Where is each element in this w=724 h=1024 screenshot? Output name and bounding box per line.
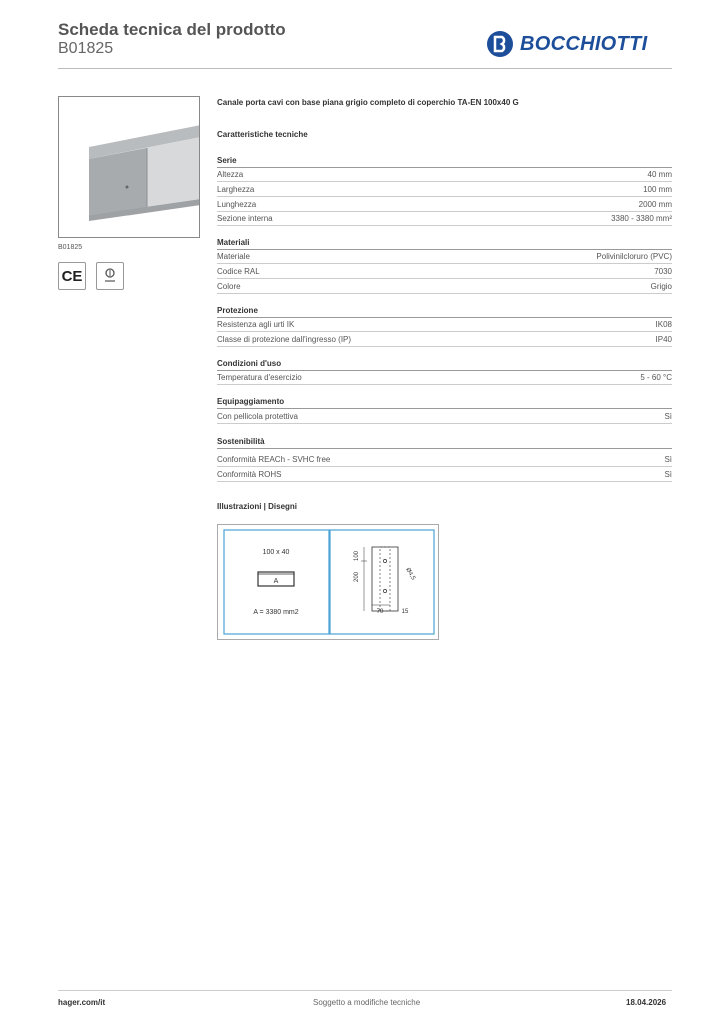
footer-date: 18.04.2026 [626,998,667,1007]
footer-note: Soggetto a modifiche tecniche [313,998,421,1007]
spec-row-larghezza: Larghezza 100 mm [217,183,672,197]
section-dimension-label: 100 x 40 [262,549,290,556]
section-sostenibilita: Sostenibilità [217,437,672,449]
area-symbol: A [273,578,279,585]
spec-row-temperatura: Temperatura d'esercizio 5 - 60 °C [217,371,672,385]
spec-row-ik: Resistenza agli urti IK IK08 [217,318,672,332]
section-materiali: Materiali [217,238,672,250]
section-serie: Serie [217,156,672,168]
drawings-title: Illustrazioni | Disegni [217,502,298,511]
product-code: B01825 [58,40,114,57]
spec-row-ral: Codice RAL 7030 [217,265,672,279]
section-equipaggiamento: Equipaggiamento [217,397,672,409]
spec-row-ip: Classe di protezione dall'ingresso (IP) IP40 [217,333,672,347]
spec-row-materiale: Materiale Polivinilcloruro (PVC) [217,250,672,264]
spec-row-lunghezza: Lunghezza 2000 mm [217,198,672,212]
technical-drawings [217,524,439,640]
ce-mark-icon: CE [58,262,86,290]
spec-row-pellicola: Con pellicola protettiva Sì [217,410,672,424]
footer-site[interactable]: hager.com/it [58,998,106,1007]
image-caption: B01825 [58,244,83,251]
dim-15: 15 [401,609,409,615]
spec-row-altezza: Altezza 40 mm [217,168,672,182]
header-divider [58,68,672,69]
specs-heading: Caratteristiche tecniche [217,130,308,139]
dim-70: 70 [376,609,384,615]
imq-mark-icon [96,262,124,290]
bocchiotti-logo-icon [486,30,514,58]
section-protezione: Protezione [217,306,672,318]
dim-hole: Ø4,5 [404,567,416,582]
spec-row-colore: Colore Grigio [217,280,672,294]
area-label: A = 3380 mm2 [253,609,299,616]
dim-100: 100 [354,550,360,562]
dim-200: 200 [354,571,360,583]
page-title: Scheda tecnica del prodotto [58,20,286,39]
brand-logo [486,28,647,60]
section-condizioni: Condizioni d'uso [217,359,672,371]
brand-name: BOCCHIOTTI [520,32,648,55]
footer-divider [58,990,672,991]
spec-row-rohs: Conformità ROHS Sì [217,468,672,482]
spec-row-sezione: Sezione interna 3380 - 3380 mm² [217,212,672,226]
spec-row-reach: Conformità REACh - SVHC free Sì [217,453,672,467]
product-image [58,96,200,238]
product-title: Canale porta cavi con base piana grigio completo di coperchio TA-EN 100x40 G [217,98,519,107]
cable-trunking-image [59,97,199,237]
